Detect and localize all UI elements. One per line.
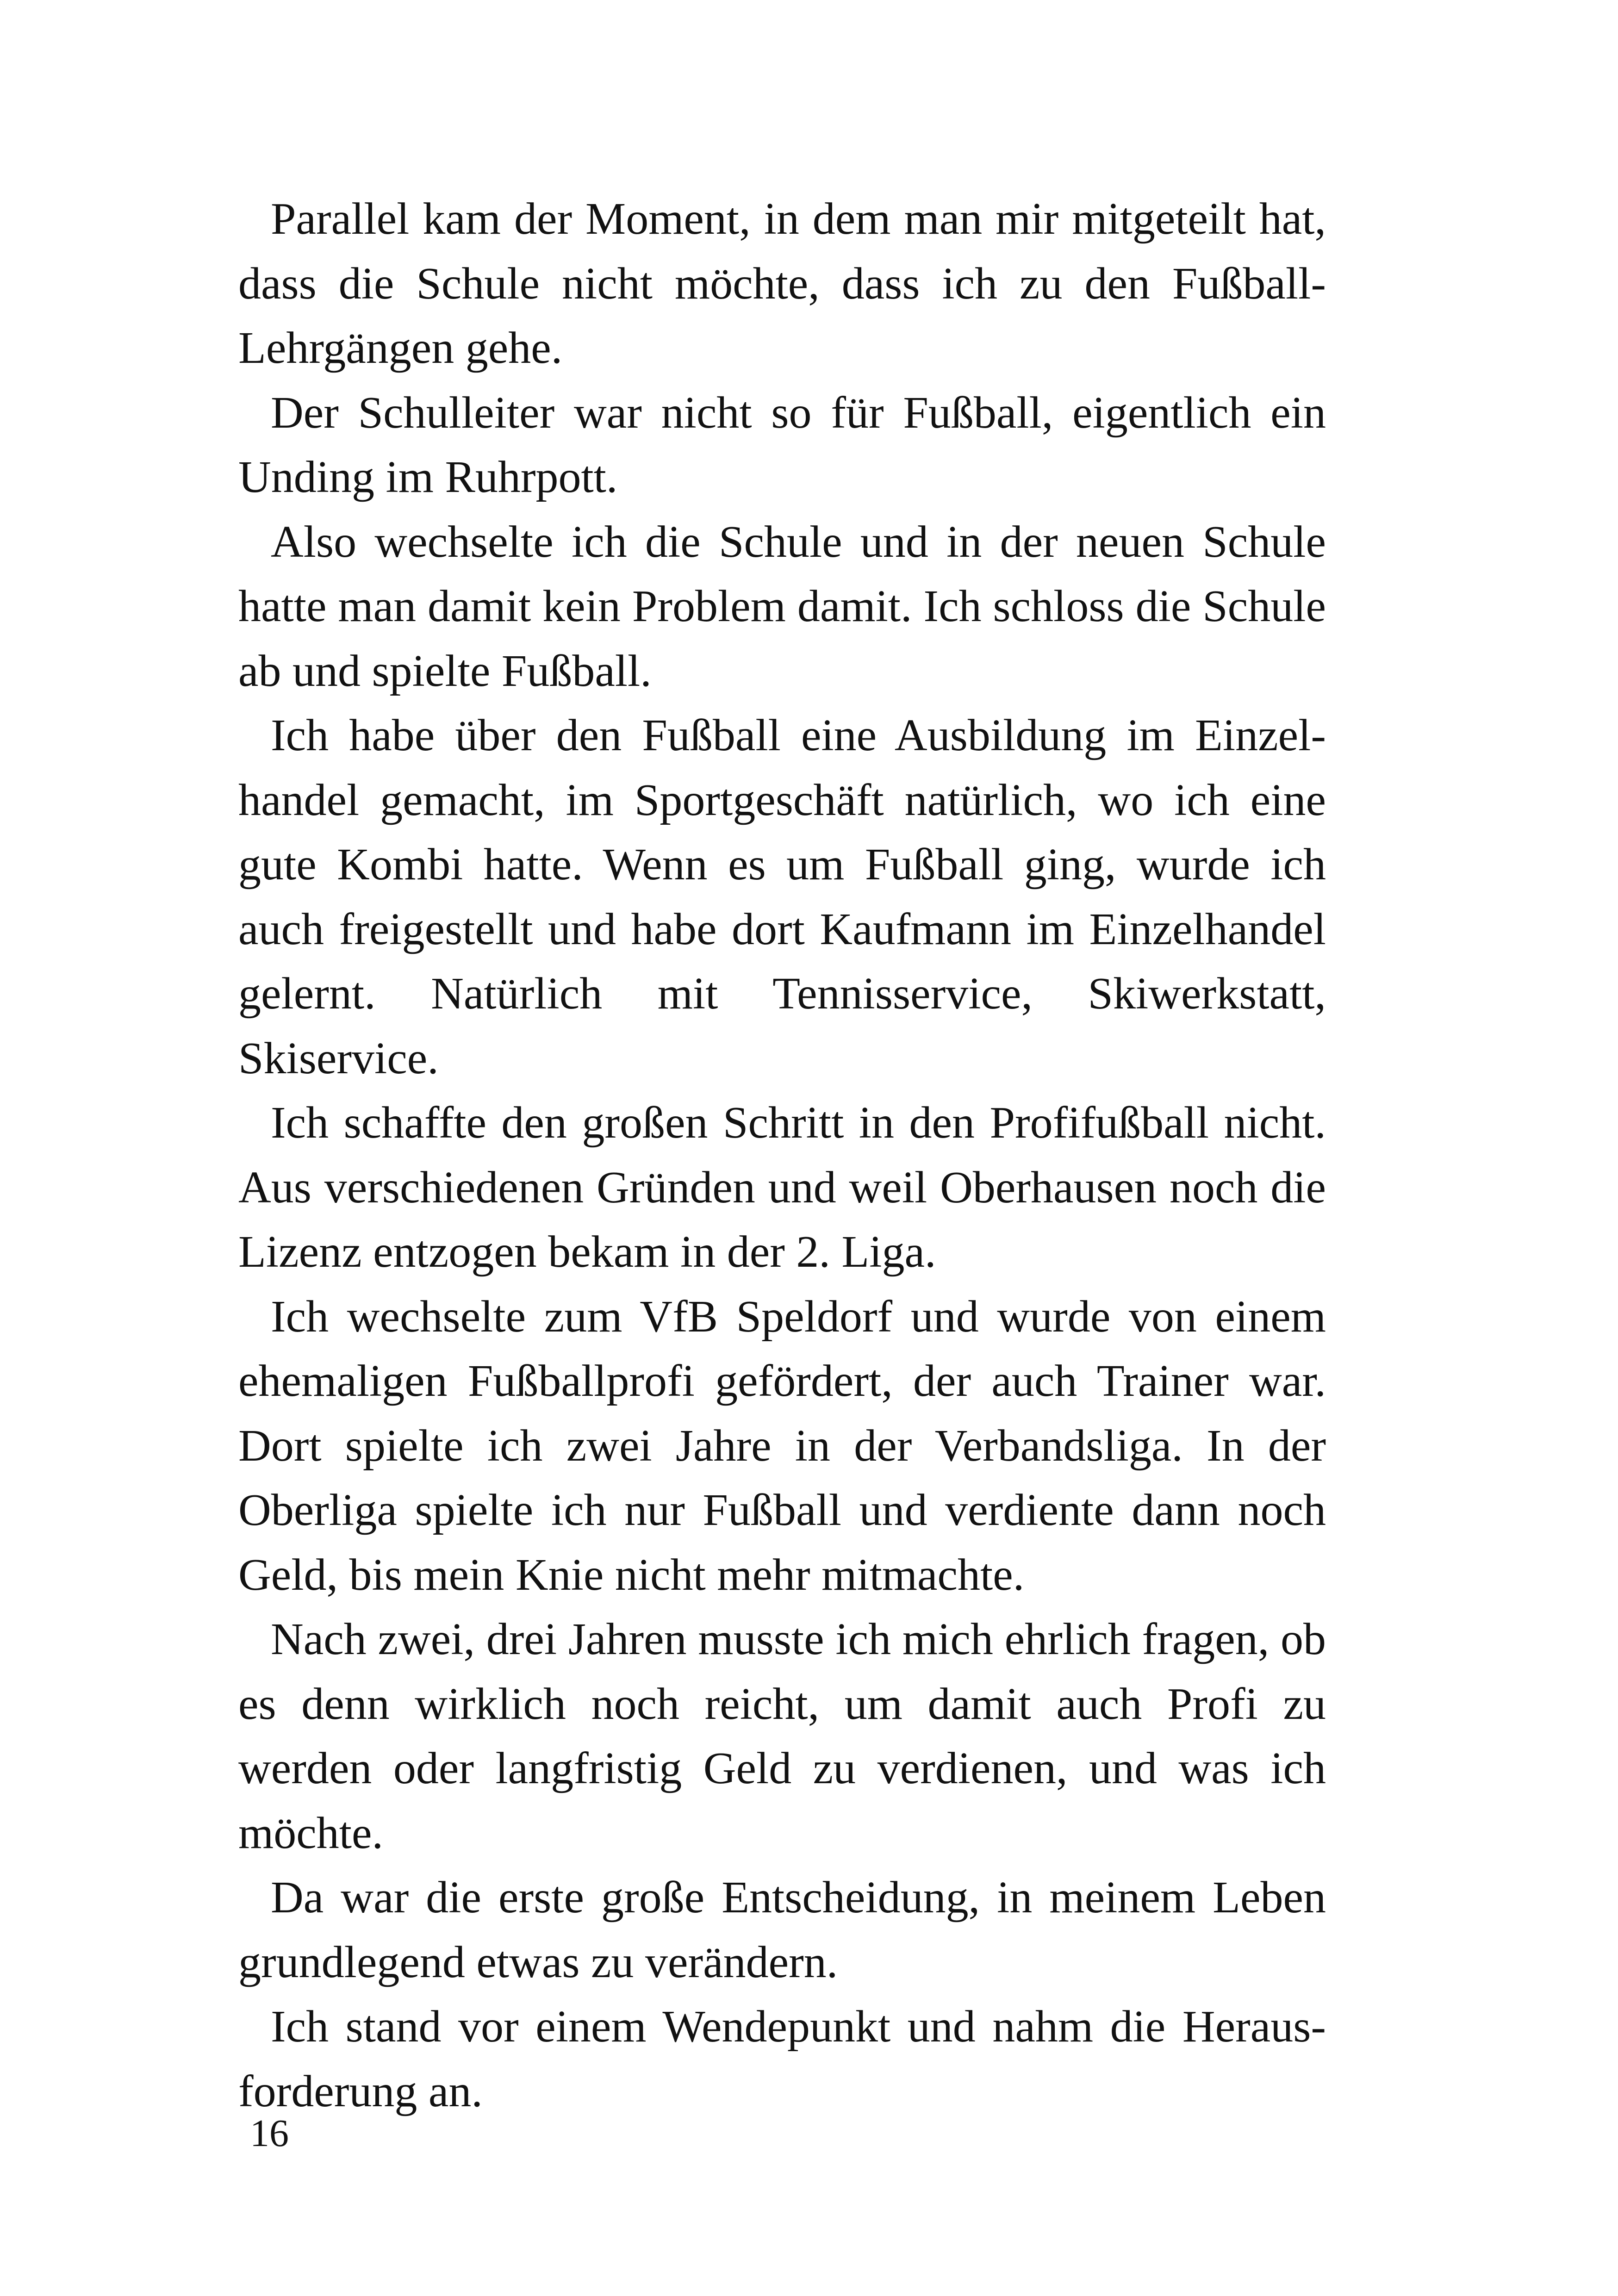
paragraph: Also wechselte ich die Schule und in der neuen Schule hatte man damit kein Problem damit. Ich schloss die Schule ab und spielte Fußball. <box>238 516 1326 696</box>
paragraph: Parallel kam der Moment, in dem man mir mitgeteilt hat, dass die Schule nicht möchte, dass ich zu den FußballLehrgängen gehe. <box>238 194 1326 373</box>
paragraph: Ich habe über den Fußball eine Ausbildung im Einzelhandel gemacht, im Sportgeschäft natürlich, wo ich eine gute Kombi hatte. Wenn es um Fußball ging, wurde ich auch freigestellt und habe dort Kaufmann im Einzelhandel gelernt. Natürlich mit Tennisservice, Skiwerkstatt, Skiservice. <box>238 710 1326 1083</box>
body-text <box>238 187 1326 2124</box>
page-number: 16 <box>250 2112 289 2155</box>
paragraph: Da war die erste große Entscheidung, in meinem Leben grundlegend etwas zu verändern. <box>238 1873 1326 1987</box>
paragraph: Der Schulleiter war nicht so für Fußball, eigentlich ein Unding im Ruhrpott. <box>238 387 1326 502</box>
paragraph: Nach zwei, drei Jahren musste ich mich ehrlich fragen, ob es denn wirklich noch reicht, um damit auch Profi zu werden oder langfristig Geld zu verdienen, und was ich möchte. <box>238 1614 1326 1858</box>
paragraph: Ich stand vor einem Wendepunkt und nahm die Herausforderung an. <box>238 2002 1326 2116</box>
paragraph: Ich schaffte den großen Schritt in den Profifußball nicht. Aus verschiedenen Gründen und weil Oberhausen noch die Lizenz entzogen bekam in der 2. Liga. <box>238 1098 1326 1277</box>
paragraph: Ich wechselte zum VfB Speldorf und wurde von einem ehemaligen Fußballprofi gefördert, der auch Trainer war. Dort spielte ich zwei Jahre in der Verbandsliga. In der Oberliga spielte ich nur Fußball und verdiente dann noch Geld, bis mein Knie nicht mehr mitmachte. <box>238 1291 1326 1600</box>
